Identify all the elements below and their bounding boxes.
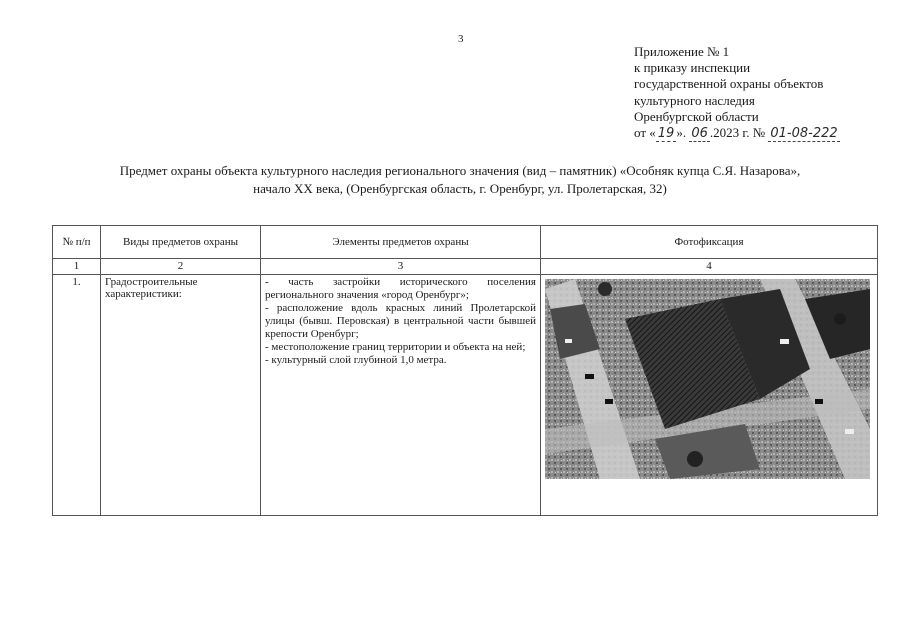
appendix-line: Оренбургской области: [634, 108, 759, 124]
column-number: 1: [53, 259, 101, 275]
element-item: - культурный слой глубиной 1,0 метра.: [265, 354, 447, 366]
appendix-line: Приложение № 1: [634, 44, 730, 59]
appendix-line: культурного наследия: [634, 92, 755, 108]
order-date-line: [634, 125, 894, 142]
date-prefix: от «: [634, 125, 656, 141]
appendix-line: государственной охраны объектов: [634, 76, 824, 92]
row-elements: [261, 275, 541, 516]
header-num: № п/п: [53, 226, 101, 259]
element-item: - расположение вдоль красных линий Пролетарской улицы (бывш. Перовская) в центральной части бывшей крепости Оренбург;: [265, 302, 536, 340]
header-photo: Фотофиксация: [541, 226, 878, 259]
column-number: 2: [101, 259, 261, 275]
row-type: Градостроительные характеристики:: [101, 275, 261, 516]
header-elements: Элементы предметов охраны: [261, 226, 541, 259]
handwritten-month: 06: [691, 126, 708, 142]
appendix-line: к приказу инспекции: [634, 60, 751, 76]
date-separator: ».: [676, 125, 690, 141]
element-item: - часть застройки исторического поселения регионального значения «город Оренбург»;: [265, 276, 536, 301]
page-number: 3: [458, 33, 464, 45]
table-row: [53, 275, 878, 516]
element-item: - местоположение границ территории и объекта на ней;: [265, 341, 526, 353]
header-types: Виды предметов охраны: [101, 226, 261, 259]
photo-cell: [541, 275, 878, 516]
document-title: [40, 162, 880, 198]
aerial-photo: [545, 279, 870, 479]
column-number: 3: [261, 259, 541, 275]
handwritten-order-number: 01-08-222: [770, 126, 838, 142]
column-number-row: [53, 259, 878, 275]
handwritten-day: 19: [657, 126, 675, 142]
row-number: 1.: [53, 275, 101, 516]
title-line-2: начало XX века, (Оренбургская область, г. Оренбург, ул. Пролетарская, 32): [253, 181, 667, 196]
column-number: 4: [541, 259, 878, 275]
title-line-1: Предмет охраны объекта культурного наследия регионального значения (вид – памятник) «Особняк купца С.Я. Назарова»,: [119, 163, 801, 178]
date-year: .2023 г. №: [709, 125, 766, 141]
protection-table: [52, 225, 878, 516]
appendix-block: [634, 44, 894, 142]
header-row: [53, 226, 878, 259]
